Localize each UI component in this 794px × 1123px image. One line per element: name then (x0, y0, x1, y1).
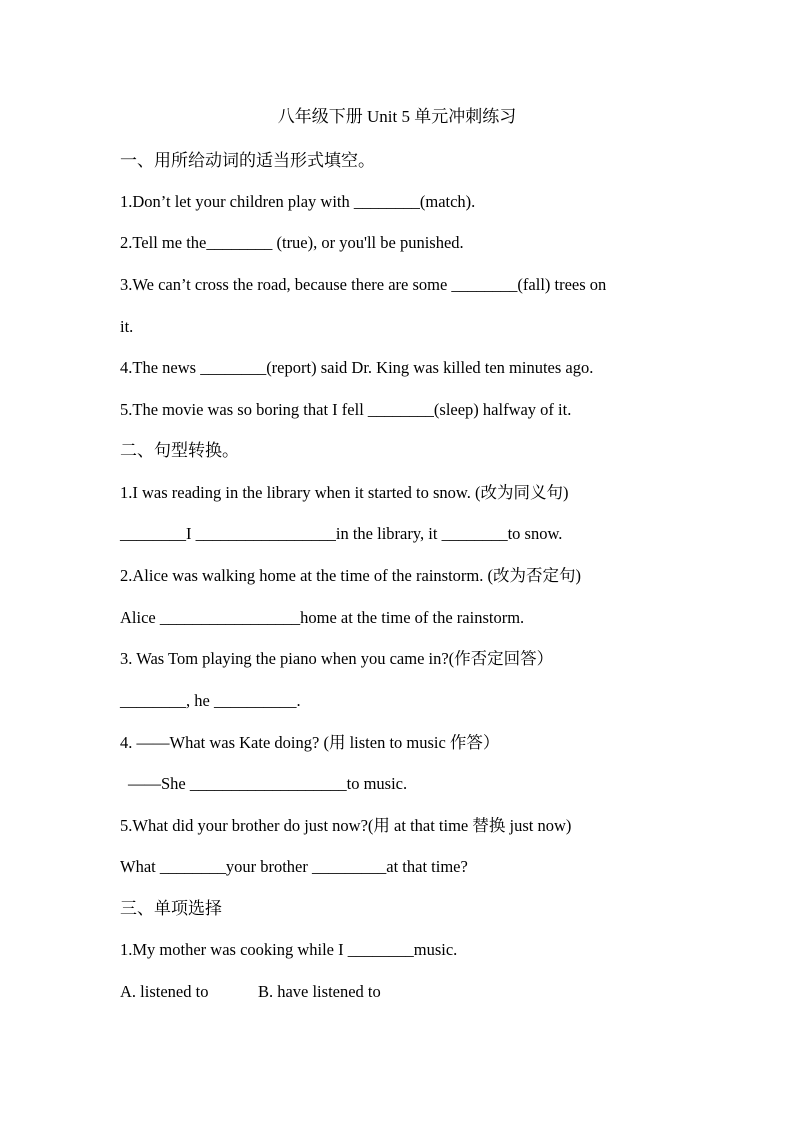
s2-question-1: 1.I was reading in the library when it started to snow. (改为同义句) (120, 483, 569, 502)
s1-question-2: 2.Tell me the________ (true), or you'll be punished. (120, 233, 464, 252)
s1-question-5: 5.The movie was so boring that I fell ________(sleep) halfway of it. (120, 400, 572, 419)
s2-answer-5: What ________your brother _________at that time? (120, 857, 468, 876)
s1-question-3-cont: it. (120, 317, 134, 336)
s2-question-2: 2.Alice was walking home at the time of the rainstorm. (改为否定句) (120, 566, 581, 585)
s2-question-5: 5.What did your brother do just now?(用 at that time 替换 just now) (120, 816, 572, 835)
page-title: 八年级下册 Unit 5 单元冲刺练习 (277, 107, 517, 126)
s1-question-4: 4.The news ________(report) said Dr. King was killed ten minutes ago. (120, 358, 594, 377)
s2-question-3: 3. Was Tom playing the piano when you came in?(作否定回答） (120, 649, 554, 668)
s2-answer-2: Alice _________________home at the time of the rainstorm. (120, 608, 525, 627)
s2-answer-3: ________, he __________. (120, 691, 301, 710)
s3-question-1-options: A. listened to B. have listened to (120, 982, 381, 1001)
s2-answer-1: ________I _________________in the library, it ________to snow. (120, 524, 563, 543)
section-1-heading: 一、用所给动词的适当形式填空。 (120, 151, 375, 170)
section-3-heading: 三、单项选择 (120, 899, 222, 918)
section-2-heading: 二、句型转换。 (120, 441, 239, 460)
s3-question-1: 1.My mother was cooking while I ________music. (120, 940, 458, 959)
s2-answer-4: ——She ___________________to music. (128, 774, 408, 793)
s2-question-4: 4. ——What was Kate doing? (用 listen to music 作答） (120, 733, 500, 752)
s1-question-3: 3.We can’t cross the road, because there are some ________(fall) trees on (120, 275, 607, 294)
s1-question-1: 1.Don’t let your children play with ________(match). (120, 192, 476, 211)
